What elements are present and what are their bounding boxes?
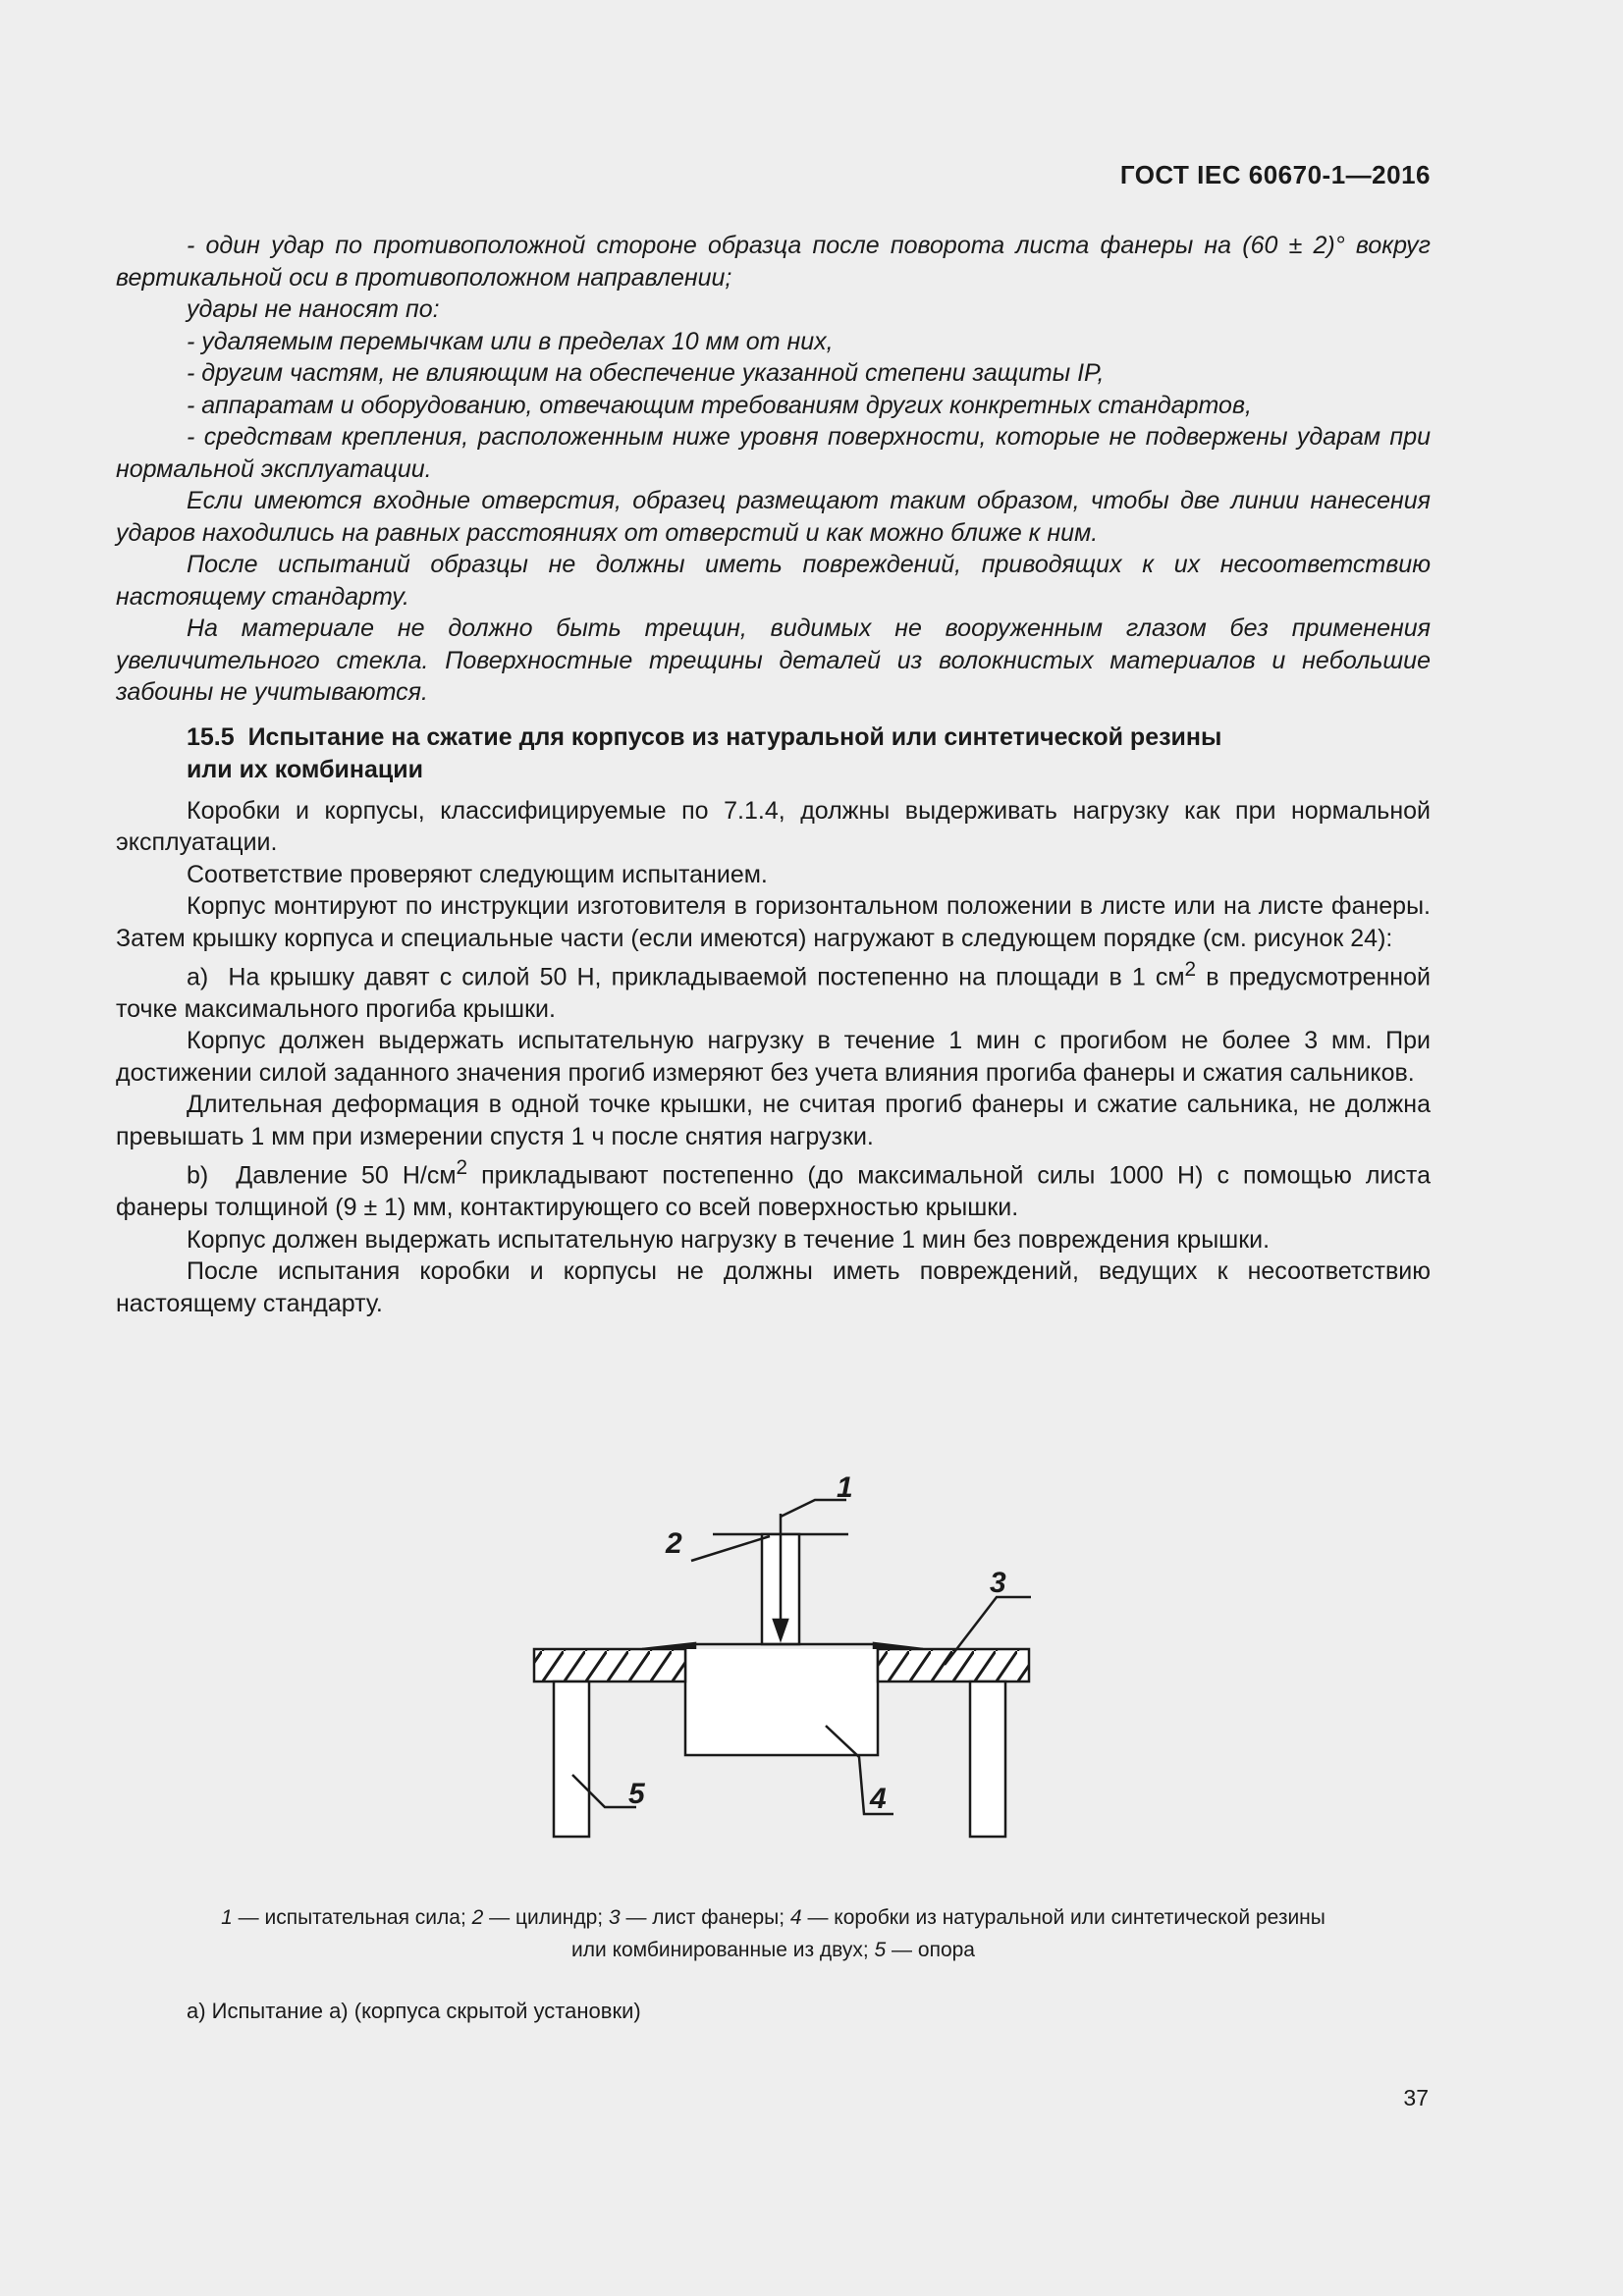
section-title-line1: Испытание на сжатие для корпусов из натуральной или синтетической резины bbox=[247, 722, 1222, 751]
paragraph: удары не наносят по: bbox=[187, 295, 440, 323]
superscript: 2 bbox=[456, 1156, 468, 1180]
support-right bbox=[970, 1682, 1005, 1837]
document-header: ГОСТ IEC 60670-1—2016 bbox=[1119, 160, 1431, 189]
main-content bbox=[116, 230, 1431, 1319]
paragraph: - аппаратам и оборудованию, отвечающим требованиям других конкретных стандартов, bbox=[187, 391, 1252, 419]
paragraph: Коробки и корпусы, классифицируемые по 7.1.4, должны выдерживать нагрузку как при нормальной эксплуатации. bbox=[116, 796, 1431, 856]
caption-text: — испытательная сила; bbox=[232, 1906, 472, 1929]
paragraph: - средствам крепления, расположенным ниже уровня поверхности, которые не подвержены ударам при нормальной эксплуатации. bbox=[116, 423, 1431, 483]
item-text: прикладывают постепенно (до максимальной силы 1000 Н) с помощью листа фанеры толщиной (9 ± 1) мм, контактирующего со всей поверхностью крышки. bbox=[116, 1161, 1431, 1222]
item-text: На крышку давят с силой 50 Н, прикладываемой постепенно на площади в 1 см bbox=[228, 963, 1185, 991]
paragraph: После испытания коробки и корпусы не должны иметь повреждений, ведущих к несоответствию настоящему стандарту. bbox=[116, 1257, 1431, 1317]
item-label: а) bbox=[187, 963, 209, 991]
caption-text: — лист фанеры; bbox=[620, 1906, 790, 1929]
page-number: 37 bbox=[1403, 2085, 1429, 2110]
item-text: Давление 50 Н/см bbox=[236, 1161, 457, 1190]
paragraph: После испытаний образцы не должны иметь повреждений, приводящих к их несоответствию настоящему стандарту. bbox=[116, 551, 1431, 611]
caption-num: 1 bbox=[221, 1906, 233, 1929]
support-left bbox=[554, 1682, 589, 1837]
caption-text: или комбинированные из двух; bbox=[571, 1939, 875, 1961]
label-3: 3 bbox=[990, 1567, 1006, 1599]
label-4: 4 bbox=[870, 1783, 887, 1815]
paragraph: Корпус монтируют по инструкции изготовителя в горизонтальном положении в листе или на листе фанеры. Затем крышку корпуса и специальные части (если имеются) нагружают в следующем порядке (см. рисунок 24): bbox=[116, 892, 1431, 952]
item-text: в предусмотренной точке максимального прогиба крышки. bbox=[116, 963, 1431, 1023]
caption-text: — опора bbox=[886, 1939, 975, 1961]
caption-num: 2 bbox=[471, 1906, 484, 1929]
paragraph: - один удар по противоположной стороне образца после поворота листа фанеры на (60 ± 2)° вокруг вертикальной оси в противоположном направлении; bbox=[116, 232, 1431, 292]
paragraph: На материале не должно быть трещин, видимых не вооруженным глазом без применения увеличительного стекла. Поверхностные трещины деталей из волокнистых материалов и небольшие забоины не учитываются. bbox=[116, 614, 1431, 706]
caption-num: 3 bbox=[608, 1906, 621, 1929]
list-item-a bbox=[116, 954, 1431, 1025]
label-5: 5 bbox=[628, 1778, 645, 1810]
paragraph: Длительная деформация в одной точке крышки, не считая прогиб фанеры и сжатие сальника, не должна превышать 1 мм при измерении спустя 1 ч после снятия нагрузки. bbox=[116, 1091, 1431, 1150]
label-2: 2 bbox=[666, 1527, 682, 1560]
paragraph: Корпус должен выдержать испытательную нагрузку в течение 1 мин без повреждения крышки. bbox=[187, 1225, 1271, 1254]
superscript: 2 bbox=[1184, 958, 1197, 981]
section-number: 15.5 bbox=[187, 722, 235, 751]
caption-text: — цилиндр; bbox=[483, 1906, 609, 1929]
paragraph: Если имеются входные отверстия, образец размещают таким образом, чтобы две линии нанесения ударов находились на равных расстояниях от отверстий и как можно ближе к ним. bbox=[116, 487, 1431, 547]
leader-2 bbox=[691, 1536, 770, 1561]
caption-num: 4 bbox=[789, 1906, 802, 1929]
paragraph: Корпус должен выдержать испытательную нагрузку в течение 1 мин с прогибом не более 3 мм. При достижении силой заданного значения прогиб измеряют без учета влияния прогиба фанеры и сжатия сальников. bbox=[116, 1027, 1431, 1087]
paragraph: - другим частям, не влияющим на обеспечение указанной степени защиты IP, bbox=[187, 359, 1105, 387]
figure-subcaption: а) Испытание а) (корпуса скрытой установки) bbox=[187, 1999, 641, 2023]
figure-caption bbox=[116, 1901, 1431, 1966]
rubber-box bbox=[685, 1649, 878, 1755]
list-item-b bbox=[116, 1152, 1431, 1223]
paragraph: Соответствие проверяют следующим испытанием. bbox=[187, 860, 768, 888]
paragraph: - удаляемым перемычкам или в пределах 10 мм от них, bbox=[187, 327, 834, 355]
caption-text: — коробки из натуральной или синтетической резины bbox=[801, 1906, 1325, 1929]
caption-num: 5 bbox=[874, 1939, 887, 1961]
test-diagram bbox=[520, 1463, 1051, 1855]
section-heading bbox=[116, 721, 1431, 786]
item-label: b) bbox=[187, 1161, 209, 1190]
plywood-left bbox=[534, 1649, 685, 1682]
label-1: 1 bbox=[837, 1471, 853, 1504]
section-title-line2: или их комбинации bbox=[187, 755, 423, 783]
